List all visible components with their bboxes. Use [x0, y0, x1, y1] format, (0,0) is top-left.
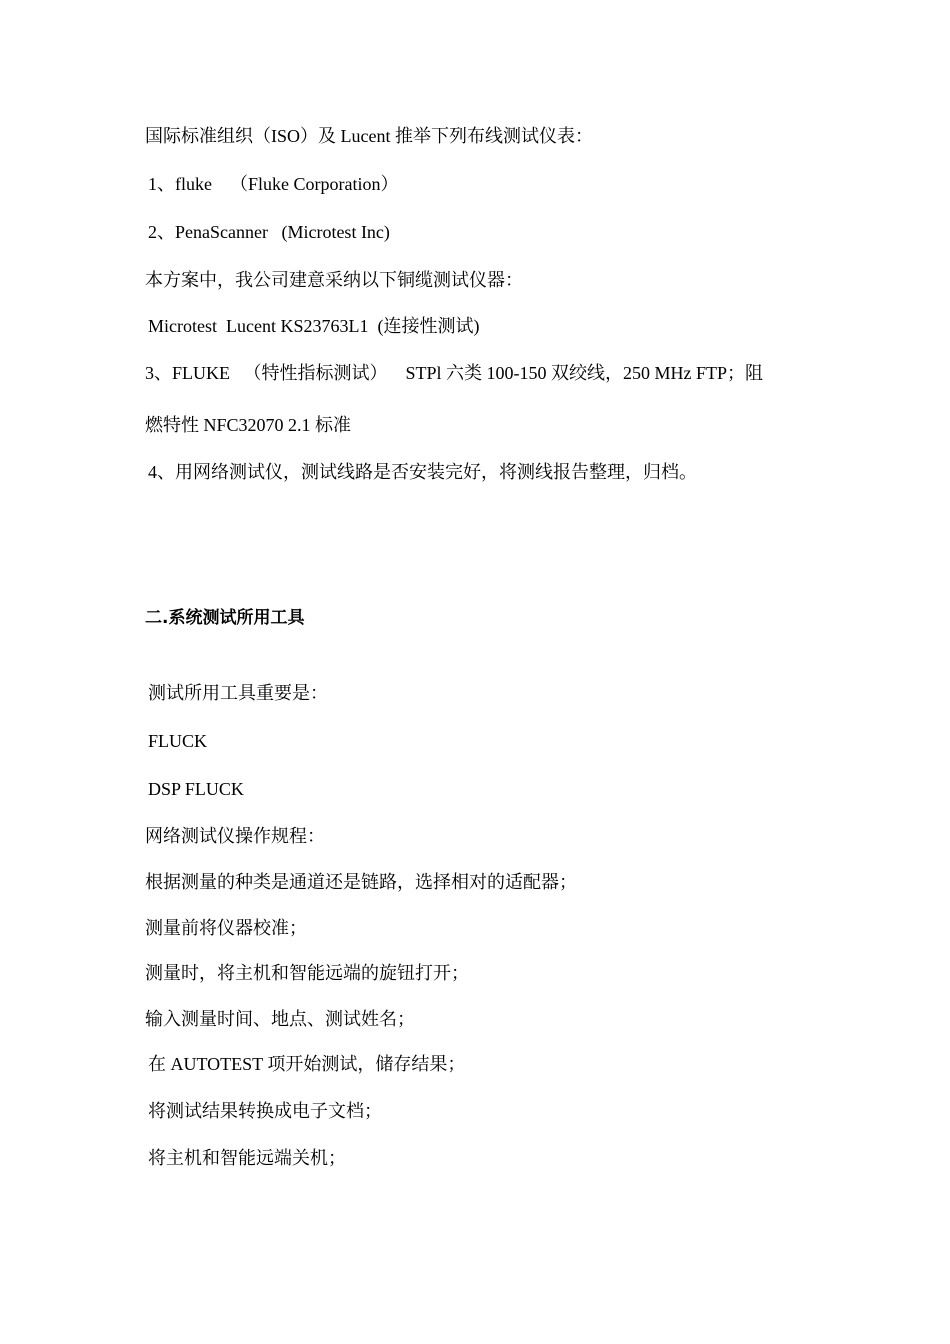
paragraph-procedure-title: 网络测试仪操作规程： [145, 826, 325, 846]
list-item-fluke-spec-continued: 燃特性 NFC32070 2.1 标准 [145, 415, 352, 435]
section-heading: 二.系统测试所用工具 [145, 608, 305, 628]
paragraph-recommendation: 本方案中，我公司建意采纳以下铜缆测试仪器： [145, 270, 523, 290]
list-item-penascanner: 2、PenaScanner (Microtest Inc) [148, 222, 390, 242]
paragraph-microtest: Microtest Lucent KS23763L1 (连接性测试) [148, 316, 480, 336]
tool-item-dsp-fluck: DSP FLUCK [148, 779, 244, 799]
procedure-step-calibrate: 测量前将仪器校准； [145, 918, 307, 938]
list-item-network-test: 4、用网络测试仪，测试线路是否安装完好，将测线报告整理，归档。 [148, 462, 697, 482]
procedure-step-convert: 将测试结果转换成电子文档； [148, 1101, 382, 1121]
procedure-step-input-info: 输入测量时间、地点、测试姓名； [145, 1009, 415, 1029]
procedure-step-power-on: 测量时，将主机和智能远端的旋钮打开； [145, 963, 469, 983]
list-item-fluke-spec: 3、FLUKE （特性指标测试） STPl 六类 100-150 双绞线，250 MHz FTP；阻 [145, 363, 764, 383]
procedure-step-power-off: 将主机和智能远端关机； [148, 1148, 346, 1168]
procedure-step-adapter: 根据测量的种类是通道还是链路，选择相对的适配器； [145, 872, 577, 892]
paragraph-tools-intro: 测试所用工具重要是： [148, 683, 328, 703]
procedure-step-autotest: 在 AUTOTEST 项开始测试，储存结果； [148, 1054, 466, 1074]
tool-item-fluck: FLUCK [148, 731, 208, 751]
paragraph-iso-lucent: 国际标准组织（ISO）及 Lucent 推举下列布线测试仪表： [145, 126, 593, 146]
list-item-fluke: 1、fluke （Fluke Corporation） [148, 174, 399, 194]
